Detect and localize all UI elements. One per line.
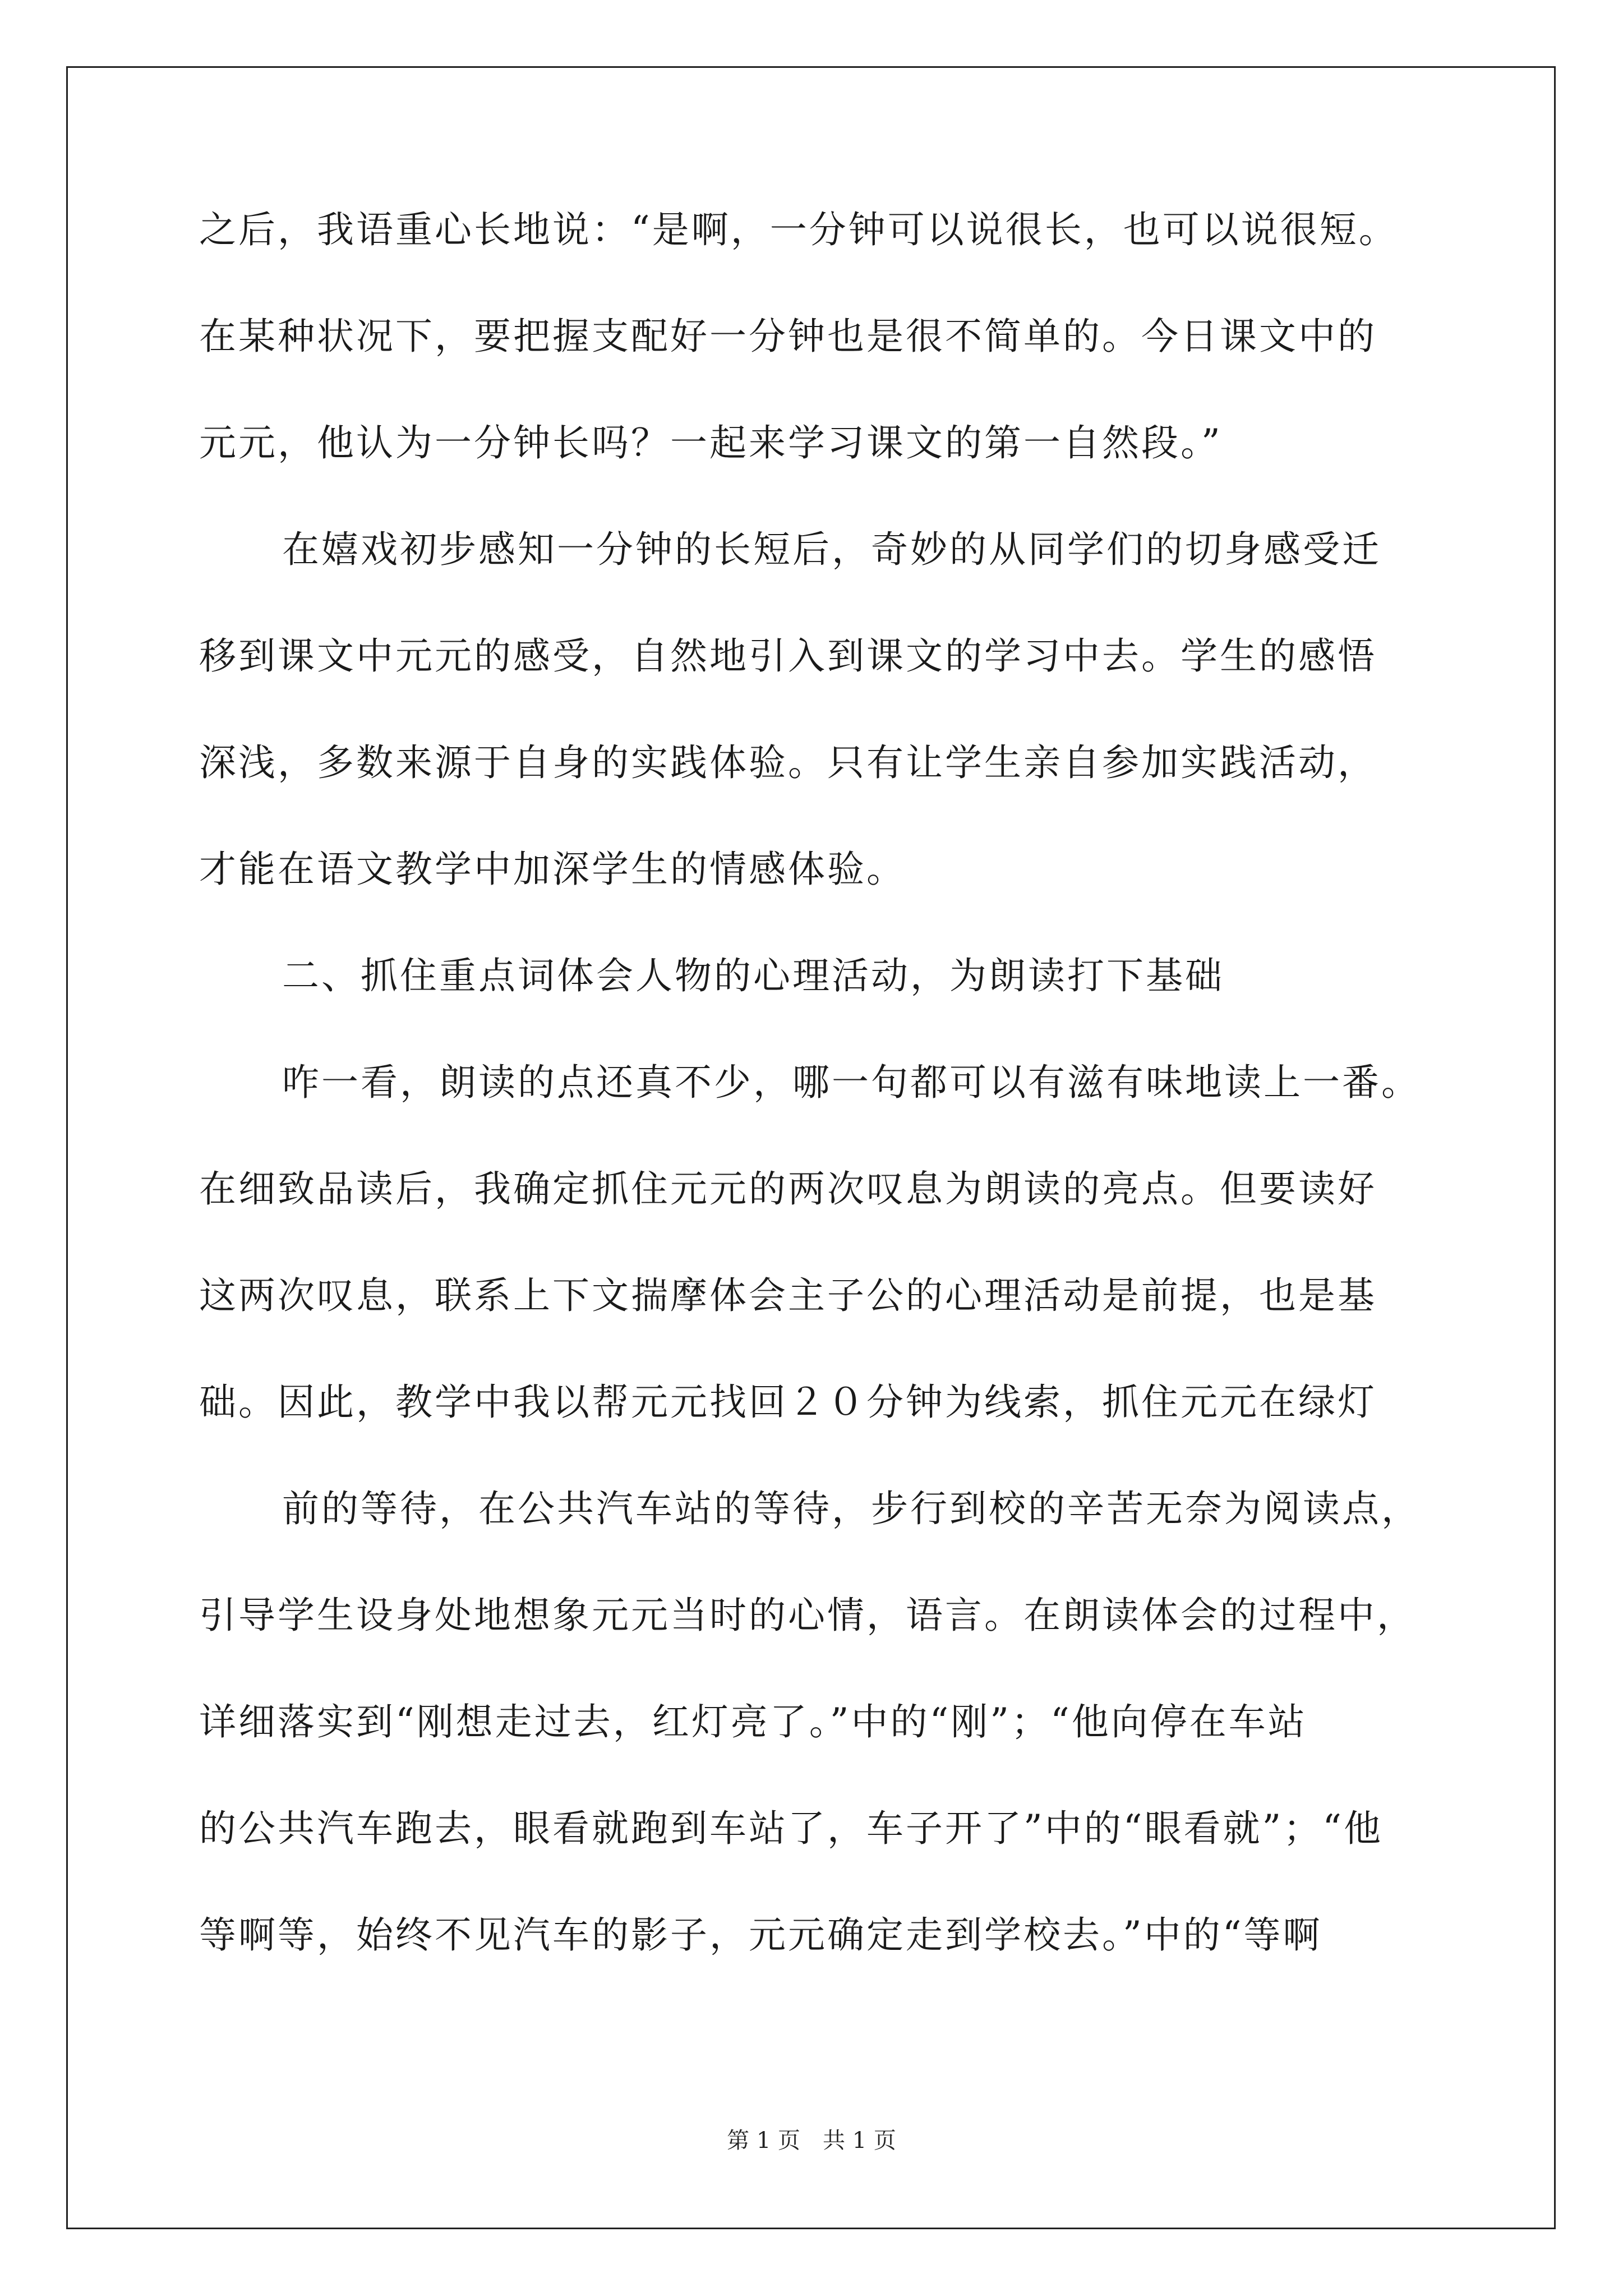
text-line: 才能在语文教学中加深学生的情感体验。 <box>199 848 906 891</box>
page-number-footer: 第 1 页 共 1 页 <box>727 2128 896 2154</box>
text-line: 移到课文中元元的感受，自然地引入到课文的学习中去。学生的感悟 <box>199 634 1377 678</box>
section-heading: 二、抓住重点词体会人物的心理活动，为朗读打下基础 <box>282 954 1224 997</box>
text-line: 础。因此，教学中我以帮元元找回２０分钟为线索，抓住元元在绿灯 <box>199 1381 1377 1424</box>
paragraph-start-line: 前的等待，在公共汽车站的等待，步行到校的辛苦无奈为阅读点， <box>282 1487 1421 1530</box>
text-line: 之后，我语重心长地说：“是啊，一分钟可以说很长，也可以说很短。 <box>199 208 1398 251</box>
text-line: 深浅，多数来源于自身的实践体验。只有让学生亲自参加实践活动， <box>199 741 1377 784</box>
text-line: 引导学生设身处地想象元元当时的心情，语言。在朗读体会的过程中， <box>199 1594 1416 1637</box>
text-line: 等啊等，始终不见汽车的影子，元元确定走到学校去。”中的“等啊 <box>199 1913 1322 1957</box>
text-line: 详细落实到“刚想走过去，红灯亮了。”中的“刚”；“他向停在车站 <box>199 1700 1307 1743</box>
paragraph-start-line: 咋一看，朗读的点还真不少，哪一句都可以有滋有味地读上一番。 <box>282 1061 1421 1104</box>
text-line: 元元，他认为一分钟长吗？一起来学习课文的第一自然段。” <box>199 421 1223 464</box>
text-line: 在细致品读后，我确定抓住元元的两次叹息为朗读的亮点。但要读好 <box>199 1167 1377 1211</box>
text-line: 这两次叹息，联系上下文揣摩体会主子公的心理活动是前提，也是基 <box>199 1274 1377 1317</box>
text-line: 的公共汽车跑去，眼看就跑到车站了，车子开了”中的“眼看就”；“他 <box>199 1807 1383 1850</box>
paragraph-start-line: 在嬉戏初步感知一分钟的长短后，奇妙的从同学们的切身感受迁 <box>282 528 1381 571</box>
text-line: 在某种状况下，要把握支配好一分钟也是很不简单的。今日课文中的 <box>199 315 1377 358</box>
